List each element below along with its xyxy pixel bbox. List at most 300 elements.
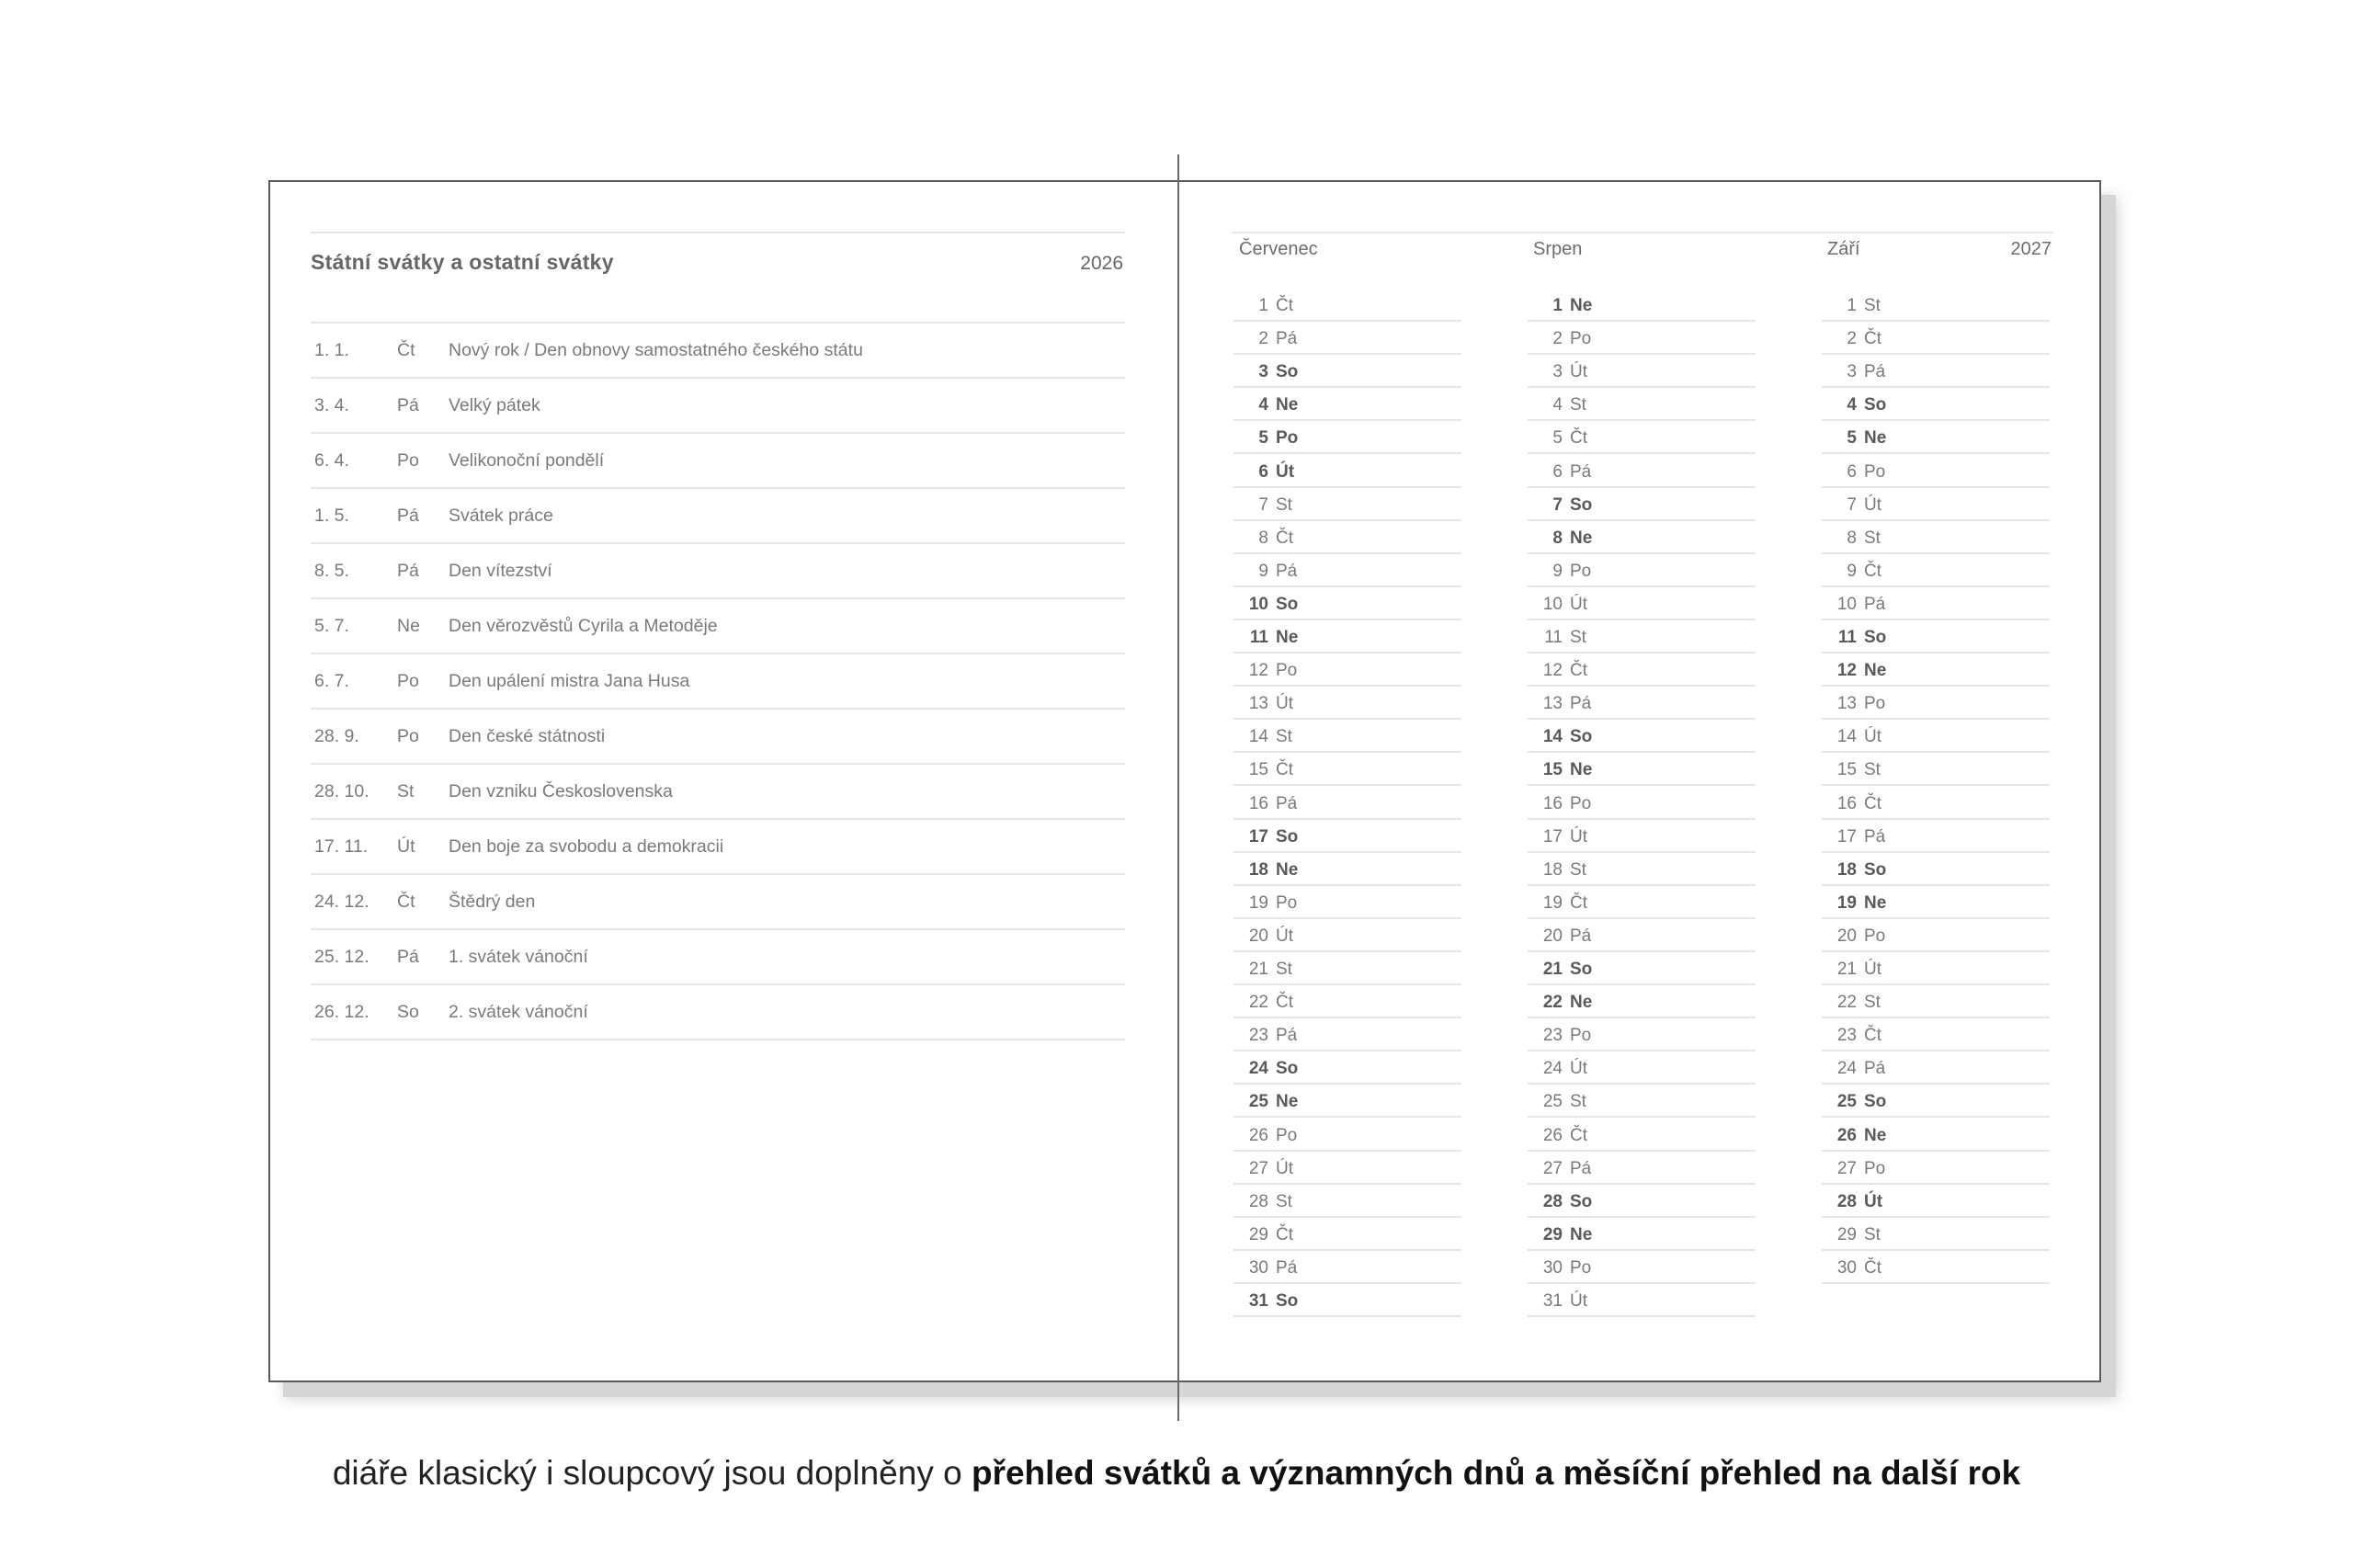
day-row [1822, 787, 2050, 820]
day-number: 20 [1836, 926, 1857, 946]
day-number: 12 [1542, 661, 1563, 681]
day-number: 4 [1847, 395, 1857, 415]
day-number: 14 [1542, 727, 1563, 747]
holiday-row [311, 599, 1125, 654]
holiday-name: Den vzniku Československa [449, 781, 673, 801]
day-row [1528, 687, 1756, 720]
holiday-name: 1. svátek vánoční [449, 947, 588, 967]
holiday-day-of-week: Ne [397, 616, 420, 636]
day-row [1233, 455, 1461, 488]
day-of-week: Út [1276, 926, 1293, 946]
day-number: 3 [1552, 362, 1563, 382]
holiday-date: 17. 11. [314, 836, 369, 857]
day-number: 23 [1836, 1026, 1857, 1046]
holiday-name: Velikonoční pondělí [449, 450, 605, 471]
day-row [1822, 521, 2050, 554]
day-of-week: Čt [1864, 793, 1881, 813]
day-number: 16 [1836, 793, 1857, 813]
day-number: 26 [1248, 1125, 1268, 1145]
day-row [1528, 653, 1756, 687]
day-row [1528, 1018, 1756, 1051]
day-number: 10 [1248, 594, 1268, 614]
day-number: 27 [1542, 1158, 1563, 1178]
day-of-week: So [1864, 395, 1887, 415]
day-row [1528, 488, 1756, 521]
caption-bold: přehled svátků a významných dnů a měsíční přehled na další rok [971, 1454, 2021, 1492]
day-row [1822, 455, 2050, 488]
day-of-week: Po [1570, 561, 1592, 581]
day-row [1822, 1185, 2050, 1218]
day-row [1233, 919, 1461, 952]
day-row [1822, 1051, 2050, 1085]
day-number: 11 [1544, 628, 1563, 647]
day-of-week: Po [1864, 694, 1886, 714]
day-of-week: St [1570, 1092, 1586, 1112]
day-row [1233, 421, 1461, 454]
day-row [1822, 355, 2050, 388]
holiday-date: 1. 5. [314, 506, 349, 526]
day-row [1233, 1251, 1461, 1284]
day-of-week: Út [1276, 1158, 1293, 1178]
day-number: 20 [1248, 926, 1268, 946]
day-of-week: Út [1276, 694, 1293, 714]
day-row [1822, 919, 2050, 952]
day-of-week: Čt [1276, 1224, 1293, 1244]
day-number: 1 [1258, 296, 1268, 315]
day-row [1528, 1218, 1756, 1251]
day-of-week: Čt [1864, 1026, 1881, 1046]
day-of-week: Po [1864, 1158, 1886, 1178]
day-row [1822, 753, 2050, 786]
day-number: 2 [1552, 329, 1563, 349]
month-header-cervenec: Červenec [1239, 239, 1318, 259]
day-row [1822, 554, 2050, 587]
day-of-week: St [1864, 528, 1881, 548]
day-of-week: Po [1864, 926, 1886, 946]
day-number: 10 [1542, 594, 1563, 614]
holiday-row [311, 930, 1125, 985]
day-number: 11 [1837, 628, 1857, 647]
holiday-day-of-week: Pá [397, 506, 419, 526]
day-of-week: St [1570, 859, 1586, 880]
day-row [1233, 886, 1461, 919]
day-row [1822, 886, 2050, 919]
holiday-name: Svátek práce [449, 506, 553, 526]
day-of-week: Út [1864, 960, 1881, 979]
day-row [1233, 289, 1461, 322]
day-of-week: Čt [1570, 428, 1587, 449]
day-number: 6 [1847, 461, 1857, 482]
day-of-week: Pá [1276, 1026, 1298, 1046]
day-number: 24 [1542, 1059, 1563, 1079]
holiday-name: Den vítezství [449, 561, 552, 581]
day-of-week: St [1864, 993, 1881, 1013]
day-of-week: Po [1570, 793, 1592, 813]
day-row [1822, 853, 2050, 886]
holiday-date: 1. 1. [314, 340, 349, 360]
day-row [1233, 1152, 1461, 1185]
day-row [1528, 1085, 1756, 1118]
holiday-day-of-week: Po [397, 671, 419, 691]
day-number: 5 [1847, 428, 1857, 449]
day-row [1528, 820, 1756, 853]
left-year: 2026 [1080, 253, 1123, 274]
day-number: 15 [1248, 760, 1268, 780]
day-row [1528, 355, 1756, 388]
day-row [1528, 753, 1756, 786]
day-number: 13 [1836, 694, 1857, 714]
day-of-week: Čt [1570, 661, 1587, 681]
holiday-day-of-week: Čt [397, 892, 415, 912]
holiday-date: 26. 12. [314, 1002, 369, 1022]
day-row [1528, 289, 1756, 322]
day-row [1822, 1218, 2050, 1251]
holiday-name: Den české státnosti [449, 726, 606, 746]
day-of-week: Čt [1570, 892, 1587, 913]
day-number: 15 [1542, 760, 1563, 780]
day-number: 28 [1542, 1191, 1563, 1211]
day-number: 22 [1836, 993, 1857, 1013]
day-number: 10 [1836, 594, 1857, 614]
day-of-week: Čt [1276, 528, 1293, 548]
day-of-week: So [1570, 960, 1593, 979]
day-of-week: Čt [1276, 993, 1293, 1013]
day-row [1528, 1251, 1756, 1284]
holiday-row [311, 379, 1125, 434]
day-number: 6 [1552, 461, 1563, 482]
day-row [1233, 322, 1461, 355]
day-row [1233, 753, 1461, 786]
holiday-day-of-week: Pá [397, 395, 419, 415]
holiday-date: 25. 12. [314, 947, 369, 967]
day-number: 16 [1542, 793, 1563, 813]
day-of-week: Út [1570, 1059, 1587, 1079]
holiday-row [311, 875, 1125, 930]
day-of-week: Ne [1276, 628, 1299, 647]
day-number: 30 [1248, 1257, 1268, 1278]
day-row [1822, 388, 2050, 421]
day-row [1822, 687, 2050, 720]
holiday-day-of-week: St [397, 781, 415, 801]
day-row [1528, 919, 1756, 952]
caption [0, 1454, 2353, 1493]
day-of-week: Pá [1276, 329, 1298, 349]
holiday-row [311, 434, 1125, 489]
day-number: 12 [1248, 661, 1268, 681]
book-spine [1177, 154, 1179, 1421]
day-row [1233, 820, 1461, 853]
day-of-week: Čt [1276, 296, 1293, 315]
day-of-week: Út [1570, 826, 1587, 846]
day-of-week: St [1276, 1191, 1292, 1211]
day-number: 29 [1836, 1224, 1857, 1244]
holiday-date: 24. 12. [314, 892, 369, 912]
day-row [1822, 653, 2050, 687]
day-row [1528, 952, 1756, 985]
holiday-name: Den upálení mistra Jana Husa [449, 671, 690, 691]
holiday-day-of-week: So [397, 1002, 419, 1022]
holiday-name: Štědrý den [449, 892, 536, 912]
month-header-zari: Září [1827, 239, 1860, 259]
day-of-week: Ne [1276, 859, 1299, 880]
day-row [1528, 886, 1756, 919]
day-row [1233, 1018, 1461, 1051]
day-number: 28 [1248, 1191, 1268, 1211]
page-title: Státní svátky a ostatní svátky [311, 250, 614, 274]
day-of-week: Ne [1864, 661, 1887, 681]
day-of-week: So [1864, 859, 1887, 880]
holiday-day-of-week: Pá [397, 947, 419, 967]
day-of-week: St [1276, 960, 1292, 979]
day-of-week: Pá [1570, 694, 1592, 714]
day-number: 25 [1542, 1092, 1563, 1112]
day-of-week: St [1276, 727, 1292, 747]
day-row [1233, 653, 1461, 687]
day-of-week: Ne [1864, 1125, 1887, 1145]
holiday-name: Den věrozvěstů Cyrila a Metoděje [449, 616, 718, 636]
day-of-week: Po [1570, 329, 1592, 349]
holiday-date: 5. 7. [314, 616, 349, 636]
day-of-week: St [1864, 1224, 1881, 1244]
day-of-week: Pá [1570, 461, 1592, 482]
day-row [1233, 1051, 1461, 1085]
day-row [1233, 1119, 1461, 1152]
day-number: 23 [1248, 1026, 1268, 1046]
day-of-week: So [1864, 628, 1887, 647]
day-of-week: Po [1276, 428, 1299, 449]
day-row [1528, 1119, 1756, 1152]
holiday-name: Velký pátek [449, 395, 540, 415]
day-number: 18 [1542, 859, 1563, 880]
day-number: 21 [1836, 960, 1857, 979]
holiday-date: 6. 4. [314, 450, 349, 471]
day-row [1233, 521, 1461, 554]
day-number: 15 [1836, 760, 1857, 780]
day-number: 13 [1248, 694, 1268, 714]
day-of-week: So [1864, 1092, 1887, 1112]
day-number: 21 [1542, 960, 1563, 979]
day-number: 26 [1836, 1125, 1857, 1145]
day-number: 30 [1542, 1257, 1563, 1278]
day-number: 24 [1836, 1059, 1857, 1079]
day-of-week: So [1276, 826, 1299, 846]
day-of-week: Pá [1276, 793, 1298, 813]
day-of-week: Ne [1570, 296, 1593, 315]
day-number: 27 [1836, 1158, 1857, 1178]
day-of-week: Ne [1276, 395, 1299, 415]
day-of-week: Ne [1276, 1092, 1299, 1112]
day-number: 18 [1248, 859, 1268, 880]
day-of-week: Pá [1276, 561, 1298, 581]
day-number: 20 [1542, 926, 1563, 946]
day-of-week: Čt [1570, 1125, 1587, 1145]
day-row [1528, 620, 1756, 653]
day-number: 6 [1258, 461, 1268, 482]
day-row [1233, 355, 1461, 388]
day-of-week: So [1276, 1059, 1299, 1079]
day-number: 25 [1836, 1092, 1857, 1112]
holiday-day-of-week: Po [397, 450, 419, 471]
months-top-rule [1232, 232, 2053, 233]
day-number: 30 [1836, 1257, 1857, 1278]
day-row [1233, 1085, 1461, 1118]
day-number: 1 [1847, 296, 1857, 315]
holiday-row [311, 765, 1125, 820]
day-of-week: St [1276, 494, 1292, 515]
day-number: 18 [1836, 859, 1857, 880]
holiday-date: 6. 7. [314, 671, 349, 691]
holiday-date: 28. 10. [314, 781, 369, 801]
day-row [1233, 488, 1461, 521]
day-of-week: Po [1276, 892, 1298, 913]
day-row [1233, 620, 1461, 653]
day-of-week: Ne [1570, 993, 1593, 1013]
day-of-week: Ne [1864, 892, 1887, 913]
day-number: 31 [1542, 1291, 1563, 1311]
day-of-week: So [1276, 1291, 1299, 1311]
holiday-row [311, 985, 1125, 1040]
day-number: 8 [1552, 528, 1563, 548]
day-of-week: Pá [1864, 594, 1886, 614]
day-number: 7 [1847, 494, 1857, 515]
title-top-rule [311, 232, 1125, 233]
day-number: 27 [1248, 1158, 1268, 1178]
day-number: 7 [1258, 494, 1268, 515]
day-number: 11 [1249, 628, 1268, 647]
day-row [1528, 322, 1756, 355]
day-of-week: St [1864, 760, 1881, 780]
day-number: 14 [1248, 727, 1268, 747]
holiday-day-of-week: Čt [397, 340, 415, 360]
day-number: 17 [1542, 826, 1563, 846]
day-number: 31 [1248, 1291, 1268, 1311]
day-of-week: Čt [1864, 561, 1881, 581]
day-row [1528, 720, 1756, 753]
day-of-week: St [1864, 296, 1881, 315]
day-row [1528, 521, 1756, 554]
day-row [1233, 985, 1461, 1018]
day-row [1822, 587, 2050, 620]
day-of-week: Ne [1570, 760, 1593, 780]
day-of-week: Po [1570, 1026, 1592, 1046]
day-row [1528, 787, 1756, 820]
day-number: 14 [1836, 727, 1857, 747]
day-number: 2 [1847, 329, 1857, 349]
holiday-date: 3. 4. [314, 395, 349, 415]
day-row [1822, 952, 2050, 985]
day-of-week: Út [1864, 1191, 1883, 1211]
day-number: 17 [1248, 826, 1268, 846]
day-number: 3 [1847, 362, 1857, 382]
day-row [1528, 587, 1756, 620]
day-of-week: Čt [1864, 329, 1881, 349]
day-number: 26 [1542, 1125, 1563, 1145]
holiday-day-of-week: Út [397, 836, 415, 857]
day-of-week: Pá [1276, 1257, 1298, 1278]
holiday-name: 2. svátek vánoční [449, 1002, 588, 1022]
day-row [1528, 1152, 1756, 1185]
day-row [1233, 554, 1461, 587]
day-row [1233, 720, 1461, 753]
day-row [1233, 1185, 1461, 1218]
day-of-week: Ne [1864, 428, 1887, 449]
day-number: 19 [1836, 892, 1857, 913]
holiday-date: 28. 9. [314, 726, 359, 746]
day-row [1233, 388, 1461, 421]
day-row [1822, 488, 2050, 521]
day-of-week: St [1570, 395, 1586, 415]
day-number: 21 [1248, 960, 1268, 979]
day-of-week: Ne [1570, 1224, 1593, 1244]
day-number: 9 [1258, 561, 1268, 581]
day-row [1528, 388, 1756, 421]
day-of-week: So [1570, 1191, 1593, 1211]
holiday-row [311, 710, 1125, 765]
day-number: 12 [1836, 661, 1857, 681]
day-row [1822, 322, 2050, 355]
holiday-date: 8. 5. [314, 561, 349, 581]
day-number: 8 [1847, 528, 1857, 548]
day-of-week: Pá [1864, 826, 1886, 846]
holiday-row [311, 489, 1125, 544]
caption-normal: diáře klasický i sloupcový jsou doplněny o [332, 1454, 972, 1492]
day-row [1528, 554, 1756, 587]
day-number: 29 [1542, 1224, 1563, 1244]
day-of-week: So [1276, 362, 1299, 382]
day-of-week: Čt [1276, 760, 1293, 780]
day-number: 19 [1248, 892, 1268, 913]
day-row [1528, 1284, 1756, 1317]
day-row [1233, 787, 1461, 820]
day-of-week: Út [1864, 494, 1881, 515]
holiday-day-of-week: Po [397, 726, 419, 746]
day-row [1528, 455, 1756, 488]
day-number: 1 [1552, 296, 1563, 315]
holiday-row [311, 820, 1125, 875]
day-number: 9 [1552, 561, 1563, 581]
day-number: 22 [1542, 993, 1563, 1013]
day-of-week: Po [1276, 1125, 1298, 1145]
day-of-week: Čt [1864, 1257, 1881, 1278]
day-number: 19 [1542, 892, 1563, 913]
day-row [1822, 985, 2050, 1018]
holiday-row [311, 654, 1125, 710]
day-number: 8 [1258, 528, 1268, 548]
day-of-week: Út [1570, 594, 1587, 614]
day-row [1822, 1119, 2050, 1152]
day-row [1822, 820, 2050, 853]
day-number: 28 [1836, 1191, 1857, 1211]
holiday-name: Den boje za svobodu a demokracii [449, 836, 724, 857]
day-row [1822, 1251, 2050, 1284]
day-of-week: St [1570, 628, 1586, 647]
day-row [1528, 421, 1756, 454]
day-row [1528, 985, 1756, 1018]
day-number: 7 [1552, 494, 1563, 515]
day-number: 4 [1552, 395, 1563, 415]
day-number: 22 [1248, 993, 1268, 1013]
day-number: 3 [1258, 362, 1268, 382]
holiday-row [311, 324, 1125, 379]
day-of-week: Út [1570, 362, 1587, 382]
holiday-day-of-week: Pá [397, 561, 419, 581]
day-row [1822, 1152, 2050, 1185]
day-row [1822, 421, 2050, 454]
day-number: 25 [1248, 1092, 1268, 1112]
day-of-week: So [1276, 594, 1299, 614]
day-of-week: Út [1864, 727, 1881, 747]
day-of-week: Út [1570, 1291, 1587, 1311]
